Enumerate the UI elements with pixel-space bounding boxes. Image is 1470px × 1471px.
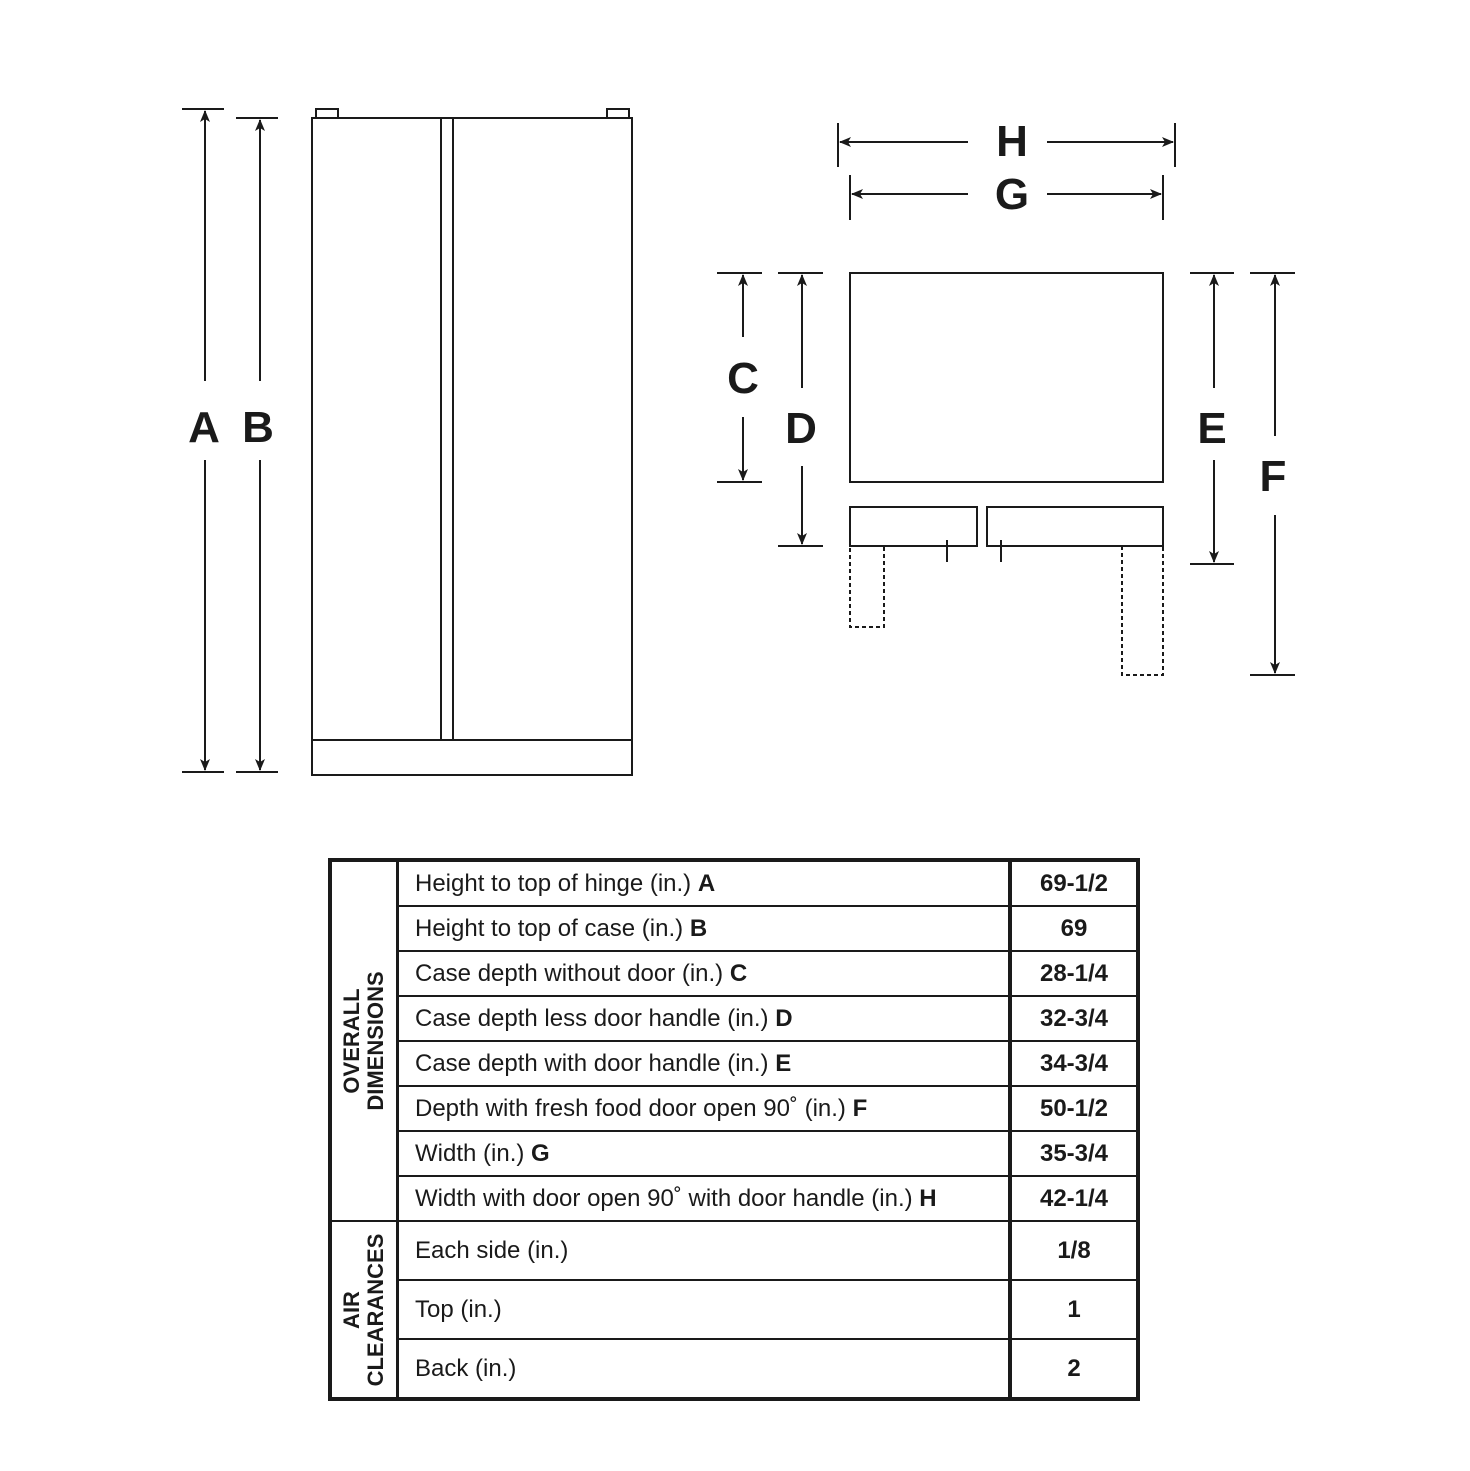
table-row	[330, 860, 1138, 906]
row-label: Width with door open 90˚ with door handle (in.) H	[398, 1176, 1011, 1221]
label-c: C	[727, 354, 759, 403]
table-row	[330, 1131, 1138, 1176]
row-label: Width (in.) G	[398, 1131, 1011, 1176]
row-value: 42-1/4	[1010, 1176, 1138, 1221]
row-value: 1	[1010, 1280, 1138, 1339]
label-g: G	[994, 170, 1030, 219]
table-row	[330, 1041, 1138, 1086]
row-value: 1/8	[1010, 1221, 1138, 1280]
freezer-door	[850, 507, 977, 546]
fresh-food-door	[987, 507, 1163, 546]
row-value: 50-1/2	[1010, 1086, 1138, 1131]
case-outline	[850, 273, 1163, 482]
row-label: Depth with fresh food door open 90˚ (in.) F	[398, 1086, 1011, 1131]
row-value: 69	[1010, 906, 1138, 951]
cabinet-outline	[312, 118, 632, 775]
table-row	[330, 996, 1138, 1041]
dimensions-table	[328, 858, 1140, 1401]
label-a: A	[188, 403, 220, 452]
table-row	[330, 951, 1138, 996]
group-label-air-clearances: AIR CLEARANCES	[339, 1233, 388, 1386]
label-e: E	[1197, 404, 1227, 453]
group-air-clearances	[330, 1221, 398, 1399]
freezer-door-open-outline	[850, 546, 884, 627]
label-d: D	[785, 404, 817, 453]
top-view-refrigerator	[850, 273, 1163, 675]
hinge-cap-right	[607, 109, 629, 118]
row-value: 2	[1010, 1339, 1138, 1399]
table-row	[330, 906, 1138, 951]
row-value: 69-1/2	[1010, 860, 1138, 906]
table-row	[330, 1339, 1138, 1399]
front-view-refrigerator	[312, 109, 632, 775]
row-label: Case depth with door handle (in.) E	[398, 1041, 1011, 1086]
row-label: Top (in.)	[398, 1280, 1011, 1339]
group-label-overall-dimensions: OVERALL DIMENSIONS	[339, 971, 388, 1111]
row-label: Height to top of case (in.) B	[398, 906, 1011, 951]
table-row	[330, 1280, 1138, 1339]
row-label: Case depth without door (in.) C	[398, 951, 1011, 996]
row-value: 32-3/4	[1010, 996, 1138, 1041]
label-b: B	[242, 403, 274, 452]
row-value: 28-1/4	[1010, 951, 1138, 996]
label-f: F	[1259, 452, 1287, 501]
row-label: Back (in.)	[398, 1339, 1011, 1399]
row-label: Case depth less door handle (in.) D	[398, 996, 1011, 1041]
fresh-food-door-open-outline	[1122, 546, 1163, 675]
table-row	[330, 1176, 1138, 1221]
row-value: 34-3/4	[1010, 1041, 1138, 1086]
group-overall-dimensions	[330, 860, 398, 1221]
row-label: Height to top of hinge (in.) A	[398, 860, 1011, 906]
row-label: Each side (in.)	[398, 1221, 1011, 1280]
row-value: 35-3/4	[1010, 1131, 1138, 1176]
table-row	[330, 1221, 1138, 1280]
label-h: H	[996, 117, 1028, 166]
hinge-cap-left	[316, 109, 338, 118]
table-row	[330, 1086, 1138, 1131]
